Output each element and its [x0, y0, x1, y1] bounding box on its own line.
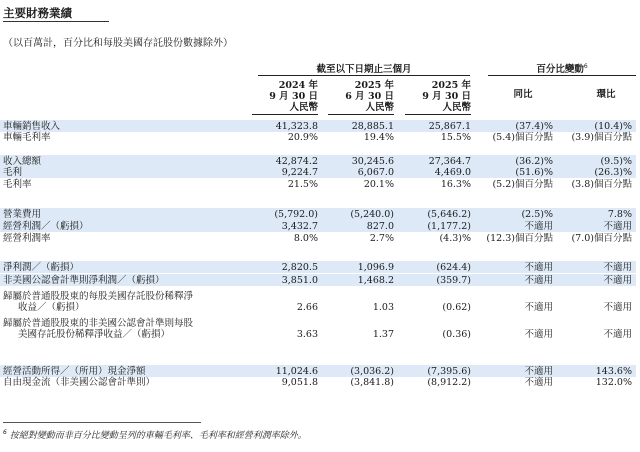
operating-cash-flow-value: 11,024.6: [275, 366, 318, 377]
diluted-eps-ads-label-line1: 歸屬於普通股股東的每股美國存託股份稀釋淨: [3, 291, 194, 302]
non-gaap-net-income-value: (359.7): [436, 275, 471, 286]
operating-income-value: 827.0: [366, 221, 394, 232]
operating-expenses-value: (5,646.2): [427, 209, 471, 220]
gross-margin-value: 21.5%: [287, 179, 318, 190]
operating-cash-flow-value: (3,036.2): [350, 366, 394, 377]
diluted-eps-ads-value: 2.66: [296, 302, 318, 313]
column-header-currency: 人民幣: [365, 102, 394, 113]
gross-profit-value: 4,469.0: [434, 167, 471, 178]
total-revenue-qoq: (9.5)%: [600, 156, 632, 167]
column-header-date: 6 月 30 日: [345, 91, 394, 102]
operating-margin-yoy: (12.3)個百分點: [486, 233, 553, 244]
total-revenue-value: 42,874.2: [275, 156, 318, 167]
operating-margin-value: (4.3)%: [439, 233, 471, 244]
non-gaap-diluted-eps-ads-yoy: 不適用: [524, 329, 553, 340]
operating-expenses-value: (5,792.0): [274, 209, 318, 220]
operating-margin-value: 8.0%: [293, 233, 318, 244]
operating-expenses-value: (5,240.0): [350, 209, 394, 220]
operating-margin-qoq: (7.0)個百分點: [571, 233, 632, 244]
column-header-currency: 人民幣: [289, 102, 318, 113]
diluted-eps-ads-qoq: 不適用: [603, 302, 632, 313]
change-column-qoq: 環比: [596, 89, 616, 100]
change-group-header: [488, 61, 636, 75]
operating-expenses-label: 營業費用: [3, 209, 42, 220]
vehicle-sales-label: 車輛銷售收入: [3, 121, 61, 132]
net-income-qoq: 不適用: [603, 262, 632, 273]
operating-cash-flow-label: 經營活動所得／（所用）現金淨額: [3, 366, 146, 377]
operating-cash-flow-value: (7,395.6): [427, 366, 471, 377]
gross-profit-yoy: (51.6)%: [515, 167, 553, 178]
non-gaap-net-income-value: 3,851.0: [281, 275, 318, 286]
column-header-rule: [252, 114, 318, 115]
total-revenue-value: 30,245.6: [351, 156, 394, 167]
change-footnote-ref: 6: [583, 62, 588, 70]
footnote-marker: 6: [3, 429, 7, 436]
footnote-text: 按絕對變動而非百分比變動呈列的車輛毛利率、毛利率和經營利潤率除外。: [9, 431, 307, 441]
vehicle-margin-value: 15.5%: [440, 132, 471, 143]
vehicle-margin-label: 車輛毛利率: [3, 132, 51, 143]
operating-margin-label: 經營利潤率: [3, 233, 51, 244]
change-group-label: 百分比變動: [536, 64, 584, 75]
free-cash-flow-value: 9,051.8: [281, 377, 318, 388]
period-group-header: 截至以下日期止三個月: [316, 64, 412, 75]
gross-profit-qoq: (26.3)%: [594, 167, 632, 178]
net-income-yoy: 不適用: [524, 262, 553, 273]
column-header-rule: [328, 114, 394, 115]
net-income-value: 2,820.5: [281, 262, 318, 273]
vehicle-sales-value: 41,323.8: [275, 121, 318, 132]
column-header-year: 2025 年: [354, 80, 394, 91]
units-note: （以百萬計，百分比和每股美國存託股份數據除外）: [3, 38, 233, 49]
change-column-yoy: 同比: [513, 89, 533, 100]
column-header-date: 9 月 30 日: [422, 91, 471, 102]
non-gaap-net-income-value: 1,468.2: [357, 275, 394, 286]
diluted-eps-ads-value: (0.62): [442, 302, 471, 313]
vehicle-sales-value: 25,867.1: [428, 121, 471, 132]
operating-cash-flow-yoy: 不適用: [524, 366, 553, 377]
period-column-header: [324, 80, 394, 113]
non-gaap-net-income-yoy: 不適用: [524, 275, 553, 286]
operating-expenses-yoy: (2.5)%: [521, 209, 553, 220]
gross-profit-label: 毛利: [3, 167, 23, 178]
period-column-header: [248, 80, 318, 113]
vehicle-margin-value: 19.4%: [363, 132, 394, 143]
operating-income-label: 經營利潤／（虧損）: [3, 221, 89, 232]
net-income-label: 淨利潤／（虧損）: [3, 262, 80, 273]
free-cash-flow-yoy: 不適用: [524, 377, 553, 388]
free-cash-flow-value: (8,912.2): [427, 377, 471, 388]
total-revenue-label: 收入總額: [3, 156, 42, 167]
gross-margin-qoq: (3.8)個百分點: [571, 179, 632, 190]
diluted-eps-ads-value: 1.03: [372, 302, 394, 313]
free-cash-flow-qoq: 132.0%: [595, 377, 632, 388]
gross-margin-yoy: (5.2)個百分點: [492, 179, 553, 190]
operating-expenses-qoq: 7.8%: [607, 209, 632, 220]
gross-profit-value: 6,067.0: [357, 167, 394, 178]
vehicle-sales-yoy: (37.4)%: [515, 121, 553, 132]
column-header-year: 2024 年: [278, 80, 318, 91]
non-gaap-diluted-eps-ads-value: 1.37: [372, 329, 394, 340]
total-revenue-value: 27,364.7: [428, 156, 471, 167]
column-header-year: 2025 年: [431, 80, 471, 91]
change-group-rule: [488, 75, 636, 76]
gross-margin-value: 20.1%: [363, 179, 394, 190]
free-cash-flow-value: (3,841.8): [350, 377, 394, 388]
diluted-eps-ads-label-line2: 收益／（虧損）: [18, 302, 85, 313]
non-gaap-diluted-eps-ads-value: 3.63: [296, 329, 318, 340]
vehicle-sales-qoq: (10.4)%: [594, 121, 632, 132]
period-group-rule: [258, 75, 470, 76]
operating-cash-flow-qoq: 143.6%: [595, 366, 632, 377]
operating-income-qoq: 不適用: [603, 221, 632, 232]
non-gaap-diluted-eps-ads-value: (0.36): [442, 329, 471, 340]
free-cash-flow-label: 自由現金流（非美國公認會計準則）: [3, 377, 156, 388]
operating-income-value: (1,177.2): [427, 221, 471, 232]
gross-margin-value: 16.3%: [440, 179, 471, 190]
vehicle-margin-value: 20.9%: [287, 132, 318, 143]
total-revenue-yoy: (36.2)%: [515, 156, 553, 167]
section-title: 主要財務業績: [3, 6, 72, 20]
column-header-date: 9 月 30 日: [269, 91, 318, 102]
gross-profit-value: 9,224.7: [281, 167, 318, 178]
net-income-value: (624.4): [436, 262, 471, 273]
period-column-header: [401, 80, 471, 113]
operating-income-yoy: 不適用: [524, 221, 553, 232]
operating-margin-value: 2.7%: [369, 233, 394, 244]
vehicle-sales-value: 28,885.1: [351, 121, 394, 132]
diluted-eps-ads-yoy: 不適用: [524, 302, 553, 313]
footnote-rule: [3, 422, 201, 423]
non-gaap-diluted-eps-ads-label-line1: 歸屬於普通股股東的非美國公認會計準則每股: [3, 318, 194, 329]
title-underline: [3, 21, 109, 22]
net-income-value: 1,096.9: [357, 262, 394, 273]
vehicle-margin-yoy: (5.4)個百分點: [492, 132, 553, 143]
non-gaap-net-income-label: 非美國公認會計準則淨利潤／（虧損）: [3, 275, 165, 286]
non-gaap-diluted-eps-ads-qoq: 不適用: [603, 329, 632, 340]
operating-income-value: 3,432.7: [281, 221, 318, 232]
footnote: [3, 428, 307, 441]
vehicle-margin-qoq: (3.9)個百分點: [571, 132, 632, 143]
column-header-currency: 人民幣: [442, 102, 471, 113]
gross-margin-label: 毛利率: [3, 179, 32, 190]
column-header-rule: [405, 114, 471, 115]
non-gaap-diluted-eps-ads-label-line2: 美國存託股份稀釋淨收益／（虧損）: [18, 329, 171, 340]
non-gaap-net-income-qoq: 不適用: [603, 275, 632, 286]
